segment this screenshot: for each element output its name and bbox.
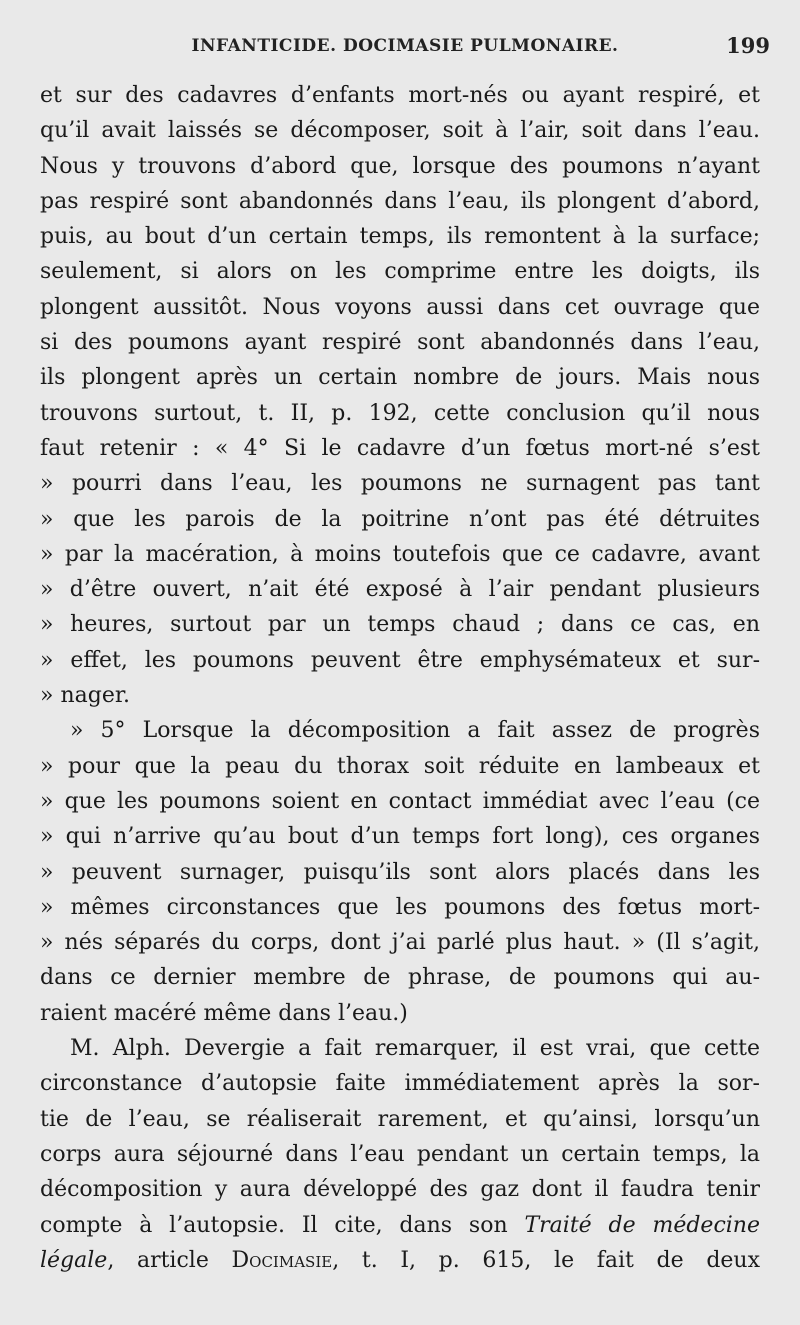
- text-line: pas respiré sont abandonnés dans l’eau, ils plongent d’abord,: [40, 188, 760, 214]
- quote-line: » pour que la peau du thorax soit réduite en lambeaux et: [40, 753, 760, 779]
- running-head: [40, 30, 770, 62]
- quote-line: » peuvent surnager, puisqu’ils sont alors placés dans les: [40, 859, 760, 885]
- small-caps-term: Docimasie: [231, 1247, 333, 1273]
- quote-line: » effet, les poumons peuvent être emphysémateux et sur-: [40, 647, 760, 673]
- text-line: dans ce dernier membre de phrase, de poumons qui au-: [40, 965, 760, 991]
- text-line: faut retenir : « 4° Si le cadavre d’un fœtus mort-né s’est: [40, 435, 760, 461]
- text-line: si des poumons ayant respiré sont abandonnés dans l’eau,: [40, 330, 760, 356]
- text-line: puis, au bout d’un certain temps, ils remontent à la surface;: [40, 224, 760, 250]
- quote-line: » que les parois de la poitrine n’ont pas été détruites: [40, 506, 760, 532]
- page-header-title: INFANTICIDE. DOCIMASIE PULMONAIRE.: [191, 36, 619, 56]
- quote-line: » pourri dans l’eau, les poumons ne surnagent pas tant: [40, 471, 760, 497]
- quote-line: » 5° Lorsque la décomposition a fait assez de progrès: [70, 718, 760, 744]
- quote-line: » d’être ouvert, n’ait été exposé à l’air pendant plusieurs: [40, 577, 760, 603]
- text-line: raient macéré même dans l’eau.): [40, 1000, 408, 1026]
- text-line: [40, 1208, 760, 1243]
- text-line: et sur des cadavres d’enfants mort-nés ou ayant respiré, et: [40, 83, 760, 108]
- quote-line: » mêmes circonstances que les poumons des fœtus mort-: [40, 894, 760, 920]
- quote-line: » nés séparés du corps, dont j’ai parlé plus haut. » (Il s’agit,: [40, 930, 760, 956]
- quote-line: » heures, surtout par un temps chaud ; dans ce cas, en: [40, 612, 760, 638]
- text-line: [40, 1243, 760, 1278]
- text-line: qu’il avait laissés se décomposer, soit à l’air, soit dans l’eau.: [40, 118, 760, 144]
- text-line: Nous y trouvons d’abord que, lorsque des poumons n’ayant: [40, 153, 760, 179]
- text-line: circonstance d’autopsie faite immédiatement après la sor-: [40, 1071, 760, 1097]
- text-line: corps aura séjourné dans l’eau pendant un certain temps, la: [40, 1141, 760, 1167]
- text-run: , t. I, p. 615, le fait de deux: [332, 1247, 760, 1273]
- text-line: plongent aussitôt. Nous voyons aussi dans cet ouvrage que: [40, 294, 760, 320]
- text-run: , article: [107, 1247, 232, 1273]
- quote-line: » par la macération, à moins toutefois que ce cadavre, avant: [40, 541, 760, 567]
- italic-title: Traité de médecine: [507, 1212, 760, 1238]
- page-number: 199: [726, 33, 770, 58]
- text-run: compte à l’autopsie. Il cite, dans son: [40, 1212, 508, 1238]
- text-line: M. Alph. Devergie a fait remarquer, il est vrai, que cette: [70, 1036, 760, 1062]
- quote-line: » que les poumons soient en contact immédiat avec l’eau (ce: [40, 788, 760, 814]
- text-line: seulement, si alors on les comprime entre les doigts, ils: [40, 259, 760, 285]
- italic-title-end: légale: [40, 1247, 108, 1273]
- text-line: ils plongent après un certain nombre de jours. Mais nous: [40, 365, 760, 391]
- text-line: tie de l’eau, se réaliserait rarement, et qu’ainsi, lorsqu’un: [40, 1106, 760, 1132]
- text-line: trouvons surtout, t. II, p. 192, cette conclusion qu’il nous: [40, 400, 760, 426]
- body-text: [40, 78, 760, 1278]
- quote-line: » nager.: [40, 683, 130, 709]
- quote-line: » qui n’arrive qu’au bout d’un temps fort long), ces organes: [40, 824, 760, 850]
- text-line: décomposition y aura développé des gaz dont il faudra tenir: [40, 1177, 760, 1203]
